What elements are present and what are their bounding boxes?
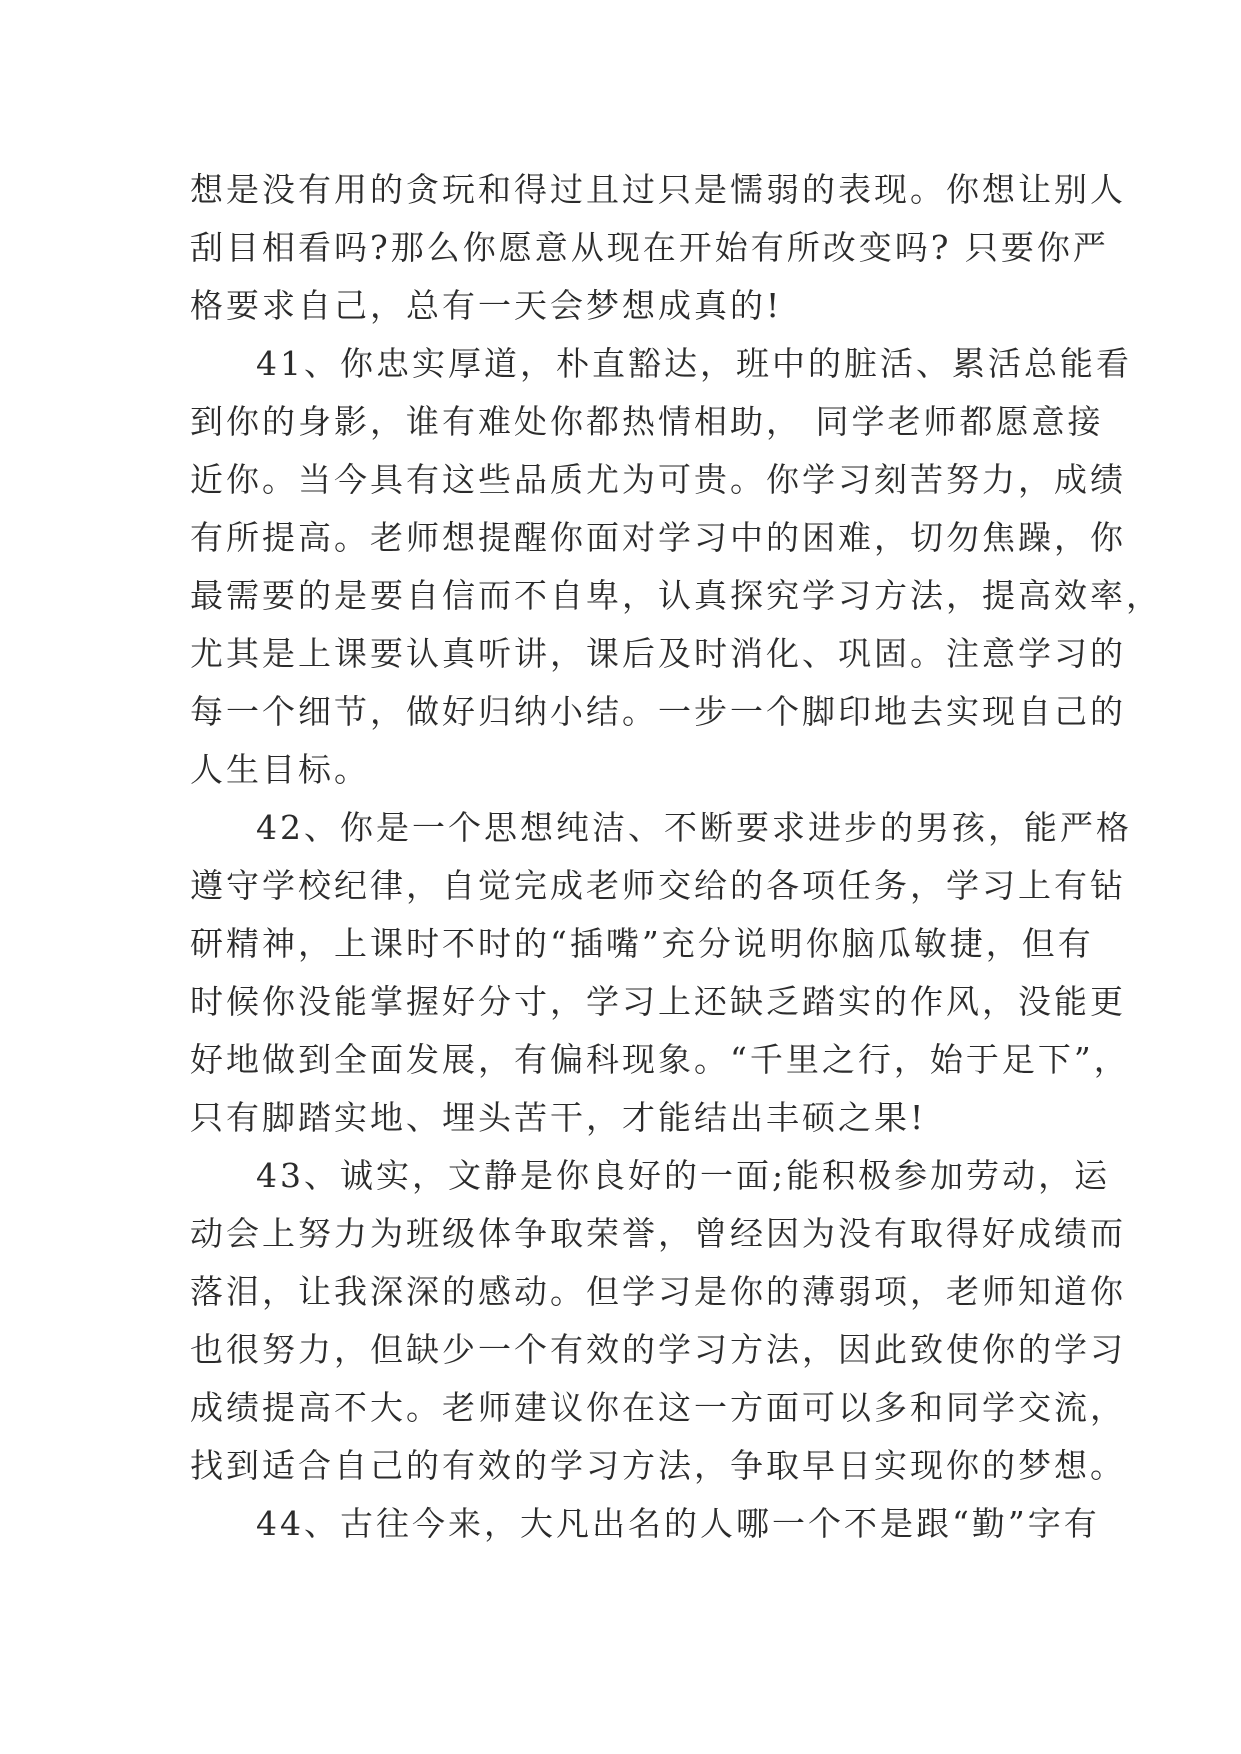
text-line: 动会上努力为班级体争取荣誉，曾经因为没有取得好成绩而 xyxy=(190,1214,1126,1253)
text-line: 成绩提高不大。老师建议你在这一方面可以多和同学交流， xyxy=(190,1388,1126,1427)
text-line: 遵守学校纪律，自觉完成老师交给的各项任务，学习上有钻 xyxy=(190,866,1126,905)
text-line: 每一个细节，做好归纳小结。一步一个脚印地去实现自己的 xyxy=(190,692,1126,731)
paragraph-41-start: 41、你忠实厚道，朴直豁达，班中的脏活、累活总能看 xyxy=(256,344,1132,383)
text-line: 到你的身影，谁有难处你都热情相助， 同学老师都愿意接 xyxy=(190,402,1104,441)
text-line: 时候你没能掌握好分寸，学习上还缺乏踏实的作风，没能更 xyxy=(190,982,1126,1021)
text-line: 也很努力，但缺少一个有效的学习方法，因此致使你的学习 xyxy=(190,1330,1126,1369)
text-line: 有所提高。老师想提醒你面对学习中的困难，切勿焦躁，你 xyxy=(190,518,1126,557)
text-line: 近你。当今具有这些品质尤为可贵。你学习刻苦努力，成绩 xyxy=(190,460,1126,499)
paragraph-44-start: 44、古往今来，大凡出名的人哪一个不是跟“勤”字有 xyxy=(256,1504,1100,1543)
paragraph-43-start: 43、诚实，文静是你良好的一面;能积极参加劳动，运 xyxy=(256,1156,1111,1195)
text-line: 格要求自己，总有一天会梦想成真的! xyxy=(190,286,783,325)
text-line: 人生目标。 xyxy=(190,750,370,789)
text-line: 好地做到全面发展，有偏科现象。“千里之行，始于足下”， xyxy=(190,1040,1130,1079)
text-line: 找到适合自己的有效的学习方法，争取早日实现你的梦想。 xyxy=(190,1446,1126,1485)
text-line: 尤其是上课要认真听讲，课后及时消化、巩固。注意学习的 xyxy=(190,634,1126,673)
text-line: 刮目相看吗?那么你愿意从现在开始有所改变吗? 只要你严 xyxy=(190,228,1109,267)
text-line: 想是没有用的贪玩和得过且过只是懦弱的表现。你想让别人 xyxy=(190,170,1126,209)
text-line: 最需要的是要自信而不自卑，认真探究学习方法，提高效率， xyxy=(190,576,1162,615)
paragraph-42-start: 42、你是一个思想纯洁、不断要求进步的男孩，能严格 xyxy=(256,808,1132,847)
text-line: 研精神，上课时不时的“插嘴”充分说明你脑瓜敏捷，但有 xyxy=(190,924,1094,963)
text-line: 落泪，让我深深的感动。但学习是你的薄弱项，老师知道你 xyxy=(190,1272,1126,1311)
text-line: 只有脚踏实地、埋头苦干，才能结出丰硕之果! xyxy=(190,1098,927,1137)
